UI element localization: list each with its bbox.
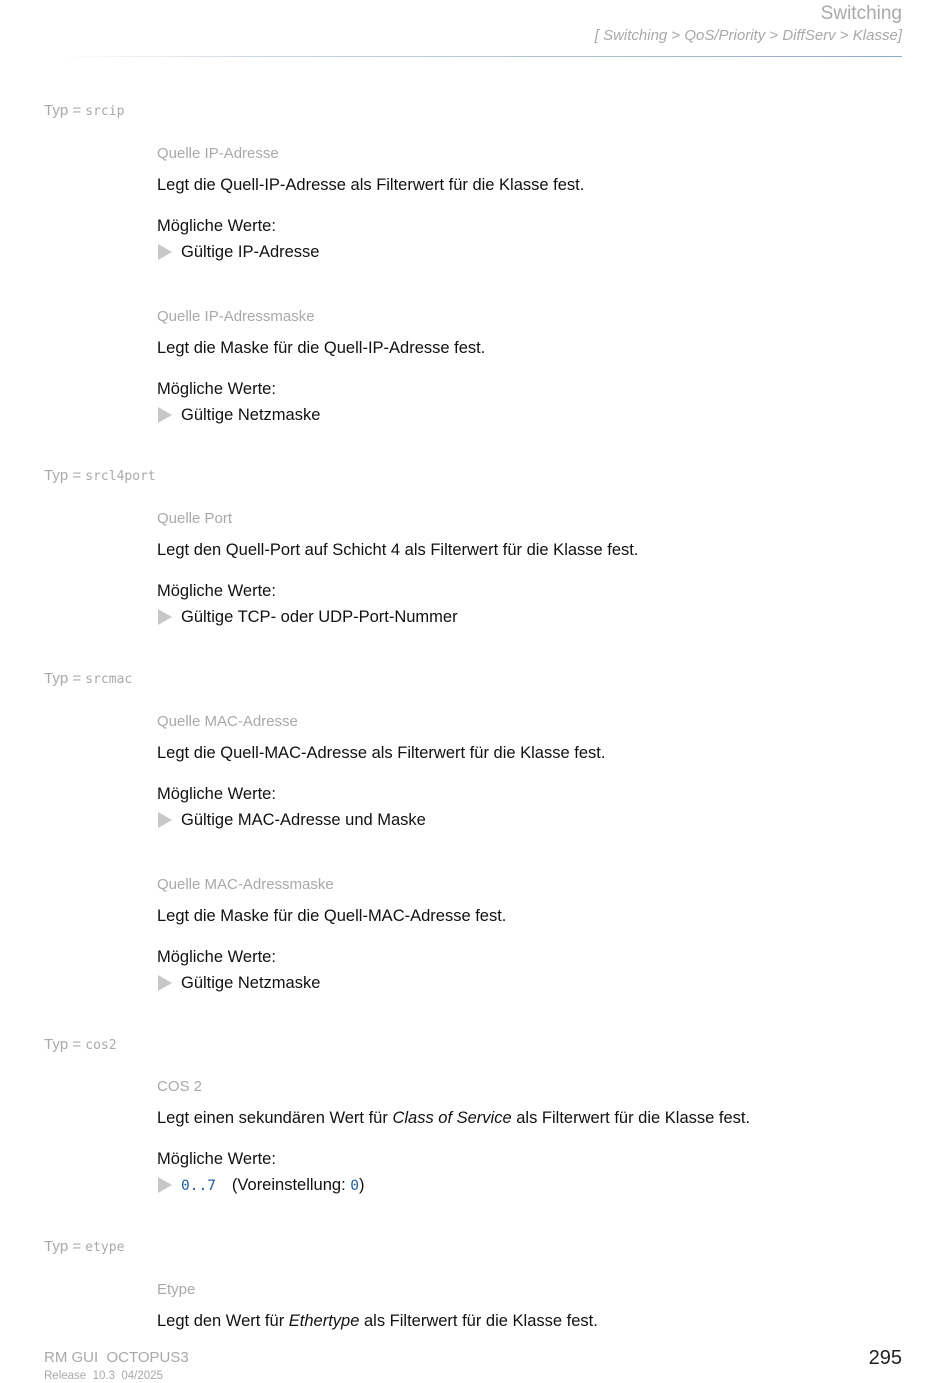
bullet-triangle-icon [158, 244, 172, 260]
bullet-triangle-icon [158, 407, 172, 423]
possible-values-label: Mögliche Werte: [157, 217, 276, 235]
breadcrumb-separator: > [839, 27, 849, 44]
default-label: (Voreinstellung: [231, 1176, 351, 1194]
default-value: 0 [350, 1178, 359, 1194]
bullet-triangle-icon [158, 812, 172, 828]
param-title: Quelle IP-Adressmaske [157, 308, 315, 325]
possible-value-text: Gültige TCP- oder UDP-Port-Nummer [181, 608, 458, 626]
breadcrumb [595, 26, 902, 46]
param-title: COS 2 [157, 1078, 203, 1095]
param-description: Legt die Quell-IP-Adresse als Filterwert für die Klasse fest. [157, 176, 585, 194]
typ-value: srcip [85, 104, 125, 119]
running-header [595, 3, 902, 46]
possible-values-label: Mögliche Werte: [157, 1150, 276, 1168]
breadcrumb-item: Klasse [852, 27, 898, 44]
param-title: Quelle MAC-Adresse [157, 713, 298, 730]
possible-value-item [157, 973, 506, 993]
param-title: Quelle IP-Adresse [157, 145, 279, 162]
typ-label: Typ = [44, 467, 82, 484]
possible-values-label: Mögliche Werte: [157, 582, 276, 600]
breadcrumb-item: QoS/Priority [684, 27, 766, 44]
desc-emphasis: Ethertype [288, 1312, 360, 1330]
desc-text: Legt einen sekundären Wert für [157, 1109, 393, 1127]
possible-values-label: Mögliche Werte: [157, 948, 276, 966]
typ-value: etype [85, 1240, 125, 1255]
param-description: Legt die Maske für die Quell-IP-Adresse fest. [157, 339, 486, 357]
possible-value-text: Gültige Netzmaske [181, 406, 321, 424]
breadcrumb-separator: > [671, 27, 681, 44]
page-number: 295 [868, 1347, 902, 1369]
bullet-triangle-icon [158, 1177, 172, 1193]
typ-value: srcl4port [85, 469, 156, 484]
desc-emphasis: Class of Service [392, 1109, 512, 1127]
possible-value-text: Gültige Netzmaske [181, 974, 321, 992]
possible-values-label: Mögliche Werte: [157, 785, 276, 803]
param-description: Legt die Quell-MAC-Adresse als Filterwert für die Klasse fest. [157, 744, 606, 762]
breadcrumb-item: Switching [603, 27, 668, 44]
possible-value-text: Gültige IP-Adresse [181, 243, 320, 261]
typ-label: Typ = [44, 102, 82, 119]
param-description: Legt den Quell-Port auf Schicht 4 als Filterwert für die Klasse fest. [157, 541, 639, 559]
param-description [157, 1311, 598, 1331]
breadcrumb-separator: > [769, 27, 779, 44]
desc-text: als Filterwert für die Klasse fest. [511, 1109, 751, 1127]
typ-value: cos2 [85, 1038, 117, 1053]
possible-value-item [157, 1175, 750, 1196]
default-close: ) [358, 1176, 365, 1194]
typ-heading [44, 1238, 124, 1257]
param-block [157, 876, 506, 993]
param-block [157, 145, 584, 262]
typ-heading [44, 102, 124, 121]
possible-value-item [157, 242, 584, 262]
param-title: Quelle MAC-Adressmaske [157, 876, 334, 893]
footer [44, 1349, 189, 1383]
desc-text: Legt den Wert für [157, 1312, 289, 1330]
header-divider [60, 56, 902, 57]
value-range: 0..7 [181, 1178, 216, 1194]
possible-value-text: Gültige MAC-Adresse und Maske [181, 811, 426, 829]
typ-heading [44, 1036, 117, 1055]
possible-values-label: Mögliche Werte: [157, 380, 276, 398]
typ-label: Typ = [44, 670, 82, 687]
possible-value-item [157, 607, 638, 627]
bullet-triangle-icon [158, 975, 172, 991]
param-block [157, 308, 485, 425]
footer-release: Release 10.3 04/2025 [44, 1370, 163, 1382]
param-block [157, 1078, 750, 1196]
desc-text: als Filterwert für die Klasse fest. [359, 1312, 598, 1330]
param-description: Legt die Maske für die Quell-MAC-Adresse fest. [157, 907, 507, 925]
param-title: Quelle Port [157, 510, 233, 527]
param-title: Etype [157, 1281, 196, 1298]
param-description [157, 1108, 750, 1128]
typ-label: Typ = [44, 1238, 82, 1255]
typ-label: Typ = [44, 1036, 82, 1053]
bracket-open: [ [594, 27, 599, 44]
breadcrumb-item: DiffServ [782, 27, 836, 44]
typ-heading [44, 467, 156, 486]
typ-heading [44, 670, 132, 689]
bracket-close: ] [897, 27, 902, 44]
param-block [157, 510, 638, 627]
possible-value-item [157, 405, 485, 425]
possible-value-item [157, 810, 605, 830]
bullet-triangle-icon [158, 609, 172, 625]
footer-product: RM GUI OCTOPUS3 [44, 1349, 189, 1366]
typ-value: srcmac [85, 672, 133, 687]
param-block [157, 713, 605, 830]
param-block [157, 1281, 598, 1331]
chapter-title: Switching [820, 3, 902, 24]
